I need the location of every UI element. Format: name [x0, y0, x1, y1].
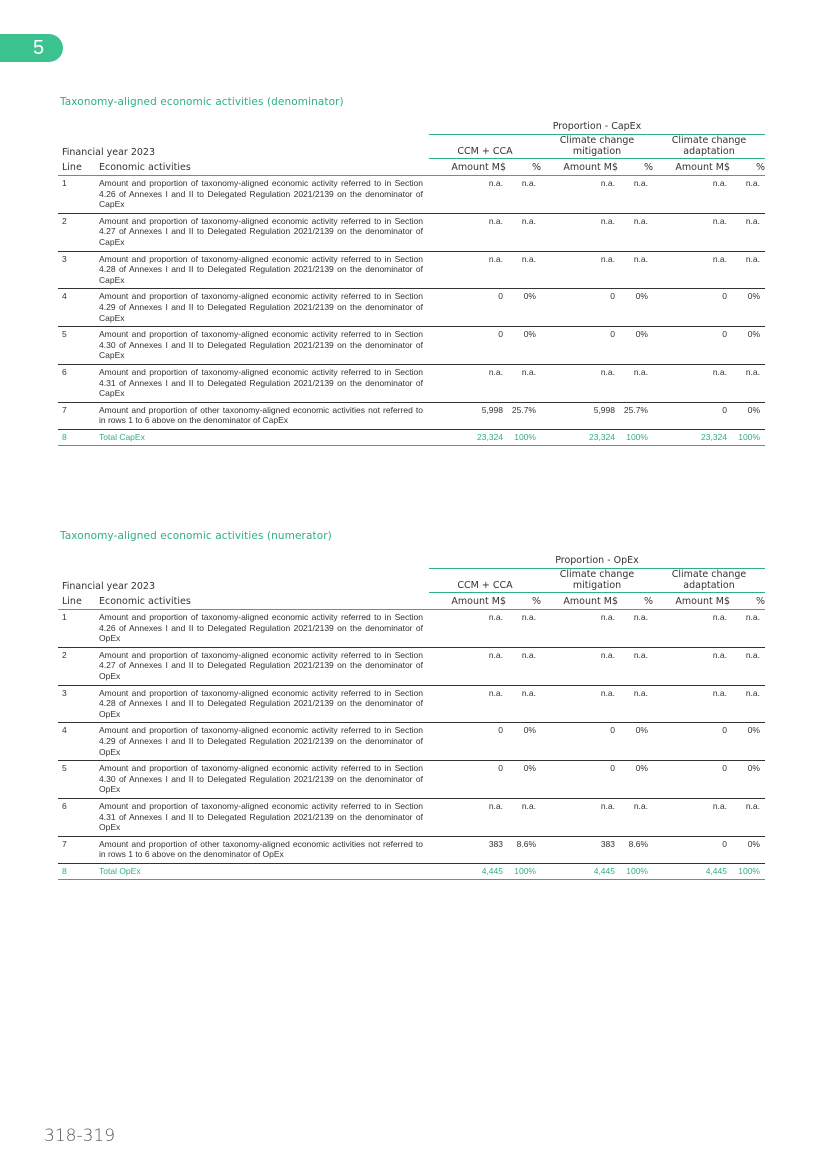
col-amount: Amount M$: [653, 159, 730, 176]
percent-cell: 100%: [506, 863, 541, 879]
amount-cell: 0: [653, 327, 730, 365]
col-line: Line: [58, 159, 99, 176]
percent-cell: 0%: [618, 327, 653, 365]
percent-cell: 0%: [730, 723, 765, 761]
activity-description: Amount and proportion of taxonomy-aligned economic activity referred to in Section 4.27 of Annexes I and II to Delegated Regulation 2021/2139 on the denominator of OpEx: [99, 647, 429, 685]
percent-cell: 0%: [730, 836, 765, 863]
page-number: 318-319: [44, 1126, 116, 1146]
amount-cell: n.a.: [429, 213, 506, 251]
line-cell: 3: [58, 251, 99, 289]
percent-cell: 100%: [618, 429, 653, 445]
line-cell: 1: [58, 176, 99, 214]
activity-description: Total OpEx: [99, 863, 429, 879]
percent-cell: n.a.: [730, 685, 765, 723]
amount-cell: n.a.: [429, 647, 506, 685]
table-row: [58, 836, 765, 863]
financial-year: Financial year 2023: [62, 146, 156, 158]
percent-cell: n.a.: [730, 364, 765, 402]
total-row: [58, 863, 765, 879]
percent-cell: n.a.: [730, 213, 765, 251]
percent-cell: 100%: [618, 863, 653, 879]
amount-cell: 23,324: [541, 429, 618, 445]
col-amount: Amount M$: [429, 159, 506, 176]
group-adaptation: Climate change adaptation: [653, 135, 765, 159]
activity-description: Amount and proportion of taxonomy-aligned economic activity referred to in Section 4.31 of Annexes I and II to Delegated Regulation 2021/2139 on the denominator of CapEx: [99, 364, 429, 402]
line-cell: 1: [58, 610, 99, 648]
group-mitigation: Climate change mitigation: [541, 135, 653, 159]
percent-cell: n.a.: [618, 251, 653, 289]
percent-cell: n.a.: [730, 176, 765, 214]
amount-cell: n.a.: [541, 251, 618, 289]
percent-cell: 0%: [506, 761, 541, 799]
amount-cell: n.a.: [541, 798, 618, 836]
amount-cell: 0: [653, 723, 730, 761]
line-cell: 6: [58, 798, 99, 836]
activity-description: Amount and proportion of taxonomy-aligned economic activity referred to in Section 4.27 of Annexes I and II to Delegated Regulation 2021/2139 on the denominator of CapEx: [99, 213, 429, 251]
percent-cell: n.a.: [618, 213, 653, 251]
percent-cell: n.a.: [730, 610, 765, 648]
percent-cell: 100%: [506, 429, 541, 445]
percent-cell: n.a.: [730, 798, 765, 836]
line-cell: 7: [58, 836, 99, 863]
col-amount: Amount M$: [541, 159, 618, 176]
amount-cell: n.a.: [653, 647, 730, 685]
amount-cell: 0: [653, 289, 730, 327]
numerator-section-title: Taxonomy-aligned economic activities (numerator): [60, 530, 332, 542]
table-row: [58, 798, 765, 836]
capex-table: [58, 121, 765, 446]
activity-description: Amount and proportion of taxonomy-aligned economic activity referred to in Section 4.28 of Annexes I and II to Delegated Regulation 2021/2139 on the denominator of CapEx: [99, 251, 429, 289]
amount-cell: 4,445: [653, 863, 730, 879]
table-row: [58, 364, 765, 402]
percent-cell: n.a.: [730, 251, 765, 289]
table-row: [58, 761, 765, 799]
amount-cell: 0: [541, 761, 618, 799]
percent-cell: 0%: [730, 402, 765, 429]
percent-cell: 0%: [506, 289, 541, 327]
percent-cell: n.a.: [618, 610, 653, 648]
percent-cell: 8.6%: [618, 836, 653, 863]
percent-cell: n.a.: [506, 251, 541, 289]
percent-cell: n.a.: [618, 685, 653, 723]
group-adaptation: Climate change adaptation: [653, 569, 765, 593]
percent-cell: 25.7%: [506, 402, 541, 429]
col-percent: %: [730, 593, 765, 610]
col-amount: Amount M$: [541, 593, 618, 610]
proportion-label: Proportion - OpEx: [429, 555, 765, 569]
amount-cell: n.a.: [429, 610, 506, 648]
amount-cell: 0: [429, 723, 506, 761]
percent-cell: 25.7%: [618, 402, 653, 429]
col-amount: Amount M$: [653, 593, 730, 610]
line-cell: 6: [58, 364, 99, 402]
percent-cell: 0%: [506, 723, 541, 761]
percent-cell: 0%: [618, 289, 653, 327]
table-row: [58, 176, 765, 214]
percent-cell: 0%: [618, 723, 653, 761]
activity-description: Amount and proportion of other taxonomy-aligned economic activities not referred to in rows 1 to 6 above on the denominator of CapEx: [99, 402, 429, 429]
percent-cell: 0%: [730, 289, 765, 327]
percent-cell: n.a.: [730, 647, 765, 685]
table-row: [58, 327, 765, 365]
amount-cell: 0: [653, 402, 730, 429]
percent-cell: n.a.: [618, 364, 653, 402]
amount-cell: n.a.: [541, 176, 618, 214]
line-cell: 5: [58, 327, 99, 365]
amount-cell: n.a.: [541, 213, 618, 251]
amount-cell: n.a.: [541, 685, 618, 723]
percent-cell: n.a.: [506, 364, 541, 402]
percent-cell: 0%: [730, 327, 765, 365]
line-cell: 7: [58, 402, 99, 429]
line-cell: 4: [58, 289, 99, 327]
line-cell: 4: [58, 723, 99, 761]
activity-description: Amount and proportion of taxonomy-aligned economic activity referred to in Section 4.26 of Annexes I and II to Delegated Regulation 2021/2139 on the denominator of OpEx: [99, 610, 429, 648]
amount-cell: n.a.: [653, 251, 730, 289]
col-amount: Amount M$: [429, 593, 506, 610]
activity-description: Amount and proportion of taxonomy-aligned economic activity referred to in Section 4.26 of Annexes I and II to Delegated Regulation 2021/2139 on the denominator of CapEx: [99, 176, 429, 214]
amount-cell: n.a.: [541, 647, 618, 685]
total-row: [58, 429, 765, 445]
amount-cell: 4,445: [429, 863, 506, 879]
percent-cell: n.a.: [506, 213, 541, 251]
col-percent: %: [730, 159, 765, 176]
col-percent: %: [506, 159, 541, 176]
amount-cell: n.a.: [653, 685, 730, 723]
percent-cell: n.a.: [506, 647, 541, 685]
table-row: [58, 251, 765, 289]
table-row: [58, 402, 765, 429]
amount-cell: n.a.: [653, 364, 730, 402]
amount-cell: n.a.: [429, 798, 506, 836]
amount-cell: 383: [429, 836, 506, 863]
line-cell: 3: [58, 685, 99, 723]
amount-cell: 0: [653, 836, 730, 863]
amount-cell: 4,445: [541, 863, 618, 879]
amount-cell: 5,998: [429, 402, 506, 429]
line-cell: 8: [58, 863, 99, 879]
table-row: [58, 289, 765, 327]
percent-cell: 0%: [618, 761, 653, 799]
percent-cell: n.a.: [618, 647, 653, 685]
amount-cell: n.a.: [541, 610, 618, 648]
line-cell: 5: [58, 761, 99, 799]
table-row: [58, 723, 765, 761]
group-ccm-cca: CCM + CCA: [429, 569, 541, 593]
amount-cell: n.a.: [653, 798, 730, 836]
activity-description: Amount and proportion of taxonomy-aligned economic activity referred to in Section 4.30 of Annexes I and II to Delegated Regulation 2021/2139 on the denominator of CapEx: [99, 327, 429, 365]
activity-description: Amount and proportion of taxonomy-aligned economic activity referred to in Section 4.29 of Annexes I and II to Delegated Regulation 2021/2139 on the denominator of CapEx: [99, 289, 429, 327]
chapter-tab: [0, 34, 63, 62]
amount-cell: n.a.: [429, 364, 506, 402]
percent-cell: 100%: [730, 863, 765, 879]
amount-cell: n.a.: [429, 685, 506, 723]
percent-cell: 0%: [730, 761, 765, 799]
amount-cell: n.a.: [429, 251, 506, 289]
amount-cell: 0: [429, 289, 506, 327]
line-cell: 8: [58, 429, 99, 445]
amount-cell: 0: [541, 327, 618, 365]
amount-cell: n.a.: [541, 364, 618, 402]
activity-description: Amount and proportion of taxonomy-aligned economic activity referred to in Section 4.31 of Annexes I and II to Delegated Regulation 2021/2139 on the denominator of OpEx: [99, 798, 429, 836]
amount-cell: 383: [541, 836, 618, 863]
percent-cell: n.a.: [506, 798, 541, 836]
group-mitigation: Climate change mitigation: [541, 569, 653, 593]
percent-cell: n.a.: [506, 610, 541, 648]
amount-cell: 23,324: [653, 429, 730, 445]
percent-cell: n.a.: [506, 176, 541, 214]
percent-cell: n.a.: [506, 685, 541, 723]
percent-cell: n.a.: [618, 176, 653, 214]
proportion-label: Proportion - CapEx: [429, 121, 765, 135]
amount-cell: 0: [541, 723, 618, 761]
col-percent: %: [618, 593, 653, 610]
amount-cell: 5,998: [541, 402, 618, 429]
line-cell: 2: [58, 213, 99, 251]
col-line: Line: [58, 593, 99, 610]
percent-cell: n.a.: [618, 798, 653, 836]
amount-cell: 0: [429, 327, 506, 365]
activity-description: Amount and proportion of taxonomy-aligned economic activity referred to in Section 4.30 of Annexes I and II to Delegated Regulation 2021/2139 on the denominator of OpEx: [99, 761, 429, 799]
col-percent: %: [618, 159, 653, 176]
col-percent: %: [506, 593, 541, 610]
amount-cell: 0: [653, 761, 730, 799]
amount-cell: 0: [541, 289, 618, 327]
amount-cell: 23,324: [429, 429, 506, 445]
percent-cell: 0%: [506, 327, 541, 365]
denominator-section-title: Taxonomy-aligned economic activities (denominator): [60, 96, 344, 108]
financial-year: Financial year 2023: [62, 580, 156, 592]
activity-description: Amount and proportion of other taxonomy-aligned economic activities not referred to in rows 1 to 6 above on the denominator of OpEx: [99, 836, 429, 863]
col-activities: Economic activities: [99, 159, 429, 176]
opex-table: [58, 555, 765, 880]
amount-cell: n.a.: [653, 213, 730, 251]
amount-cell: n.a.: [653, 610, 730, 648]
percent-cell: 100%: [730, 429, 765, 445]
table-row: [58, 685, 765, 723]
table-row: [58, 647, 765, 685]
activity-description: Amount and proportion of taxonomy-aligned economic activity referred to in Section 4.29 of Annexes I and II to Delegated Regulation 2021/2139 on the denominator of OpEx: [99, 723, 429, 761]
amount-cell: n.a.: [653, 176, 730, 214]
chapter-number: 5: [33, 37, 45, 59]
amount-cell: n.a.: [429, 176, 506, 214]
group-ccm-cca: CCM + CCA: [429, 135, 541, 159]
line-cell: 2: [58, 647, 99, 685]
table-row: [58, 213, 765, 251]
amount-cell: 0: [429, 761, 506, 799]
col-activities: Economic activities: [99, 593, 429, 610]
percent-cell: 8.6%: [506, 836, 541, 863]
activity-description: Total CapEx: [99, 429, 429, 445]
table-row: [58, 610, 765, 648]
activity-description: Amount and proportion of taxonomy-aligned economic activity referred to in Section 4.28 of Annexes I and II to Delegated Regulation 2021/2139 on the denominator of OpEx: [99, 685, 429, 723]
